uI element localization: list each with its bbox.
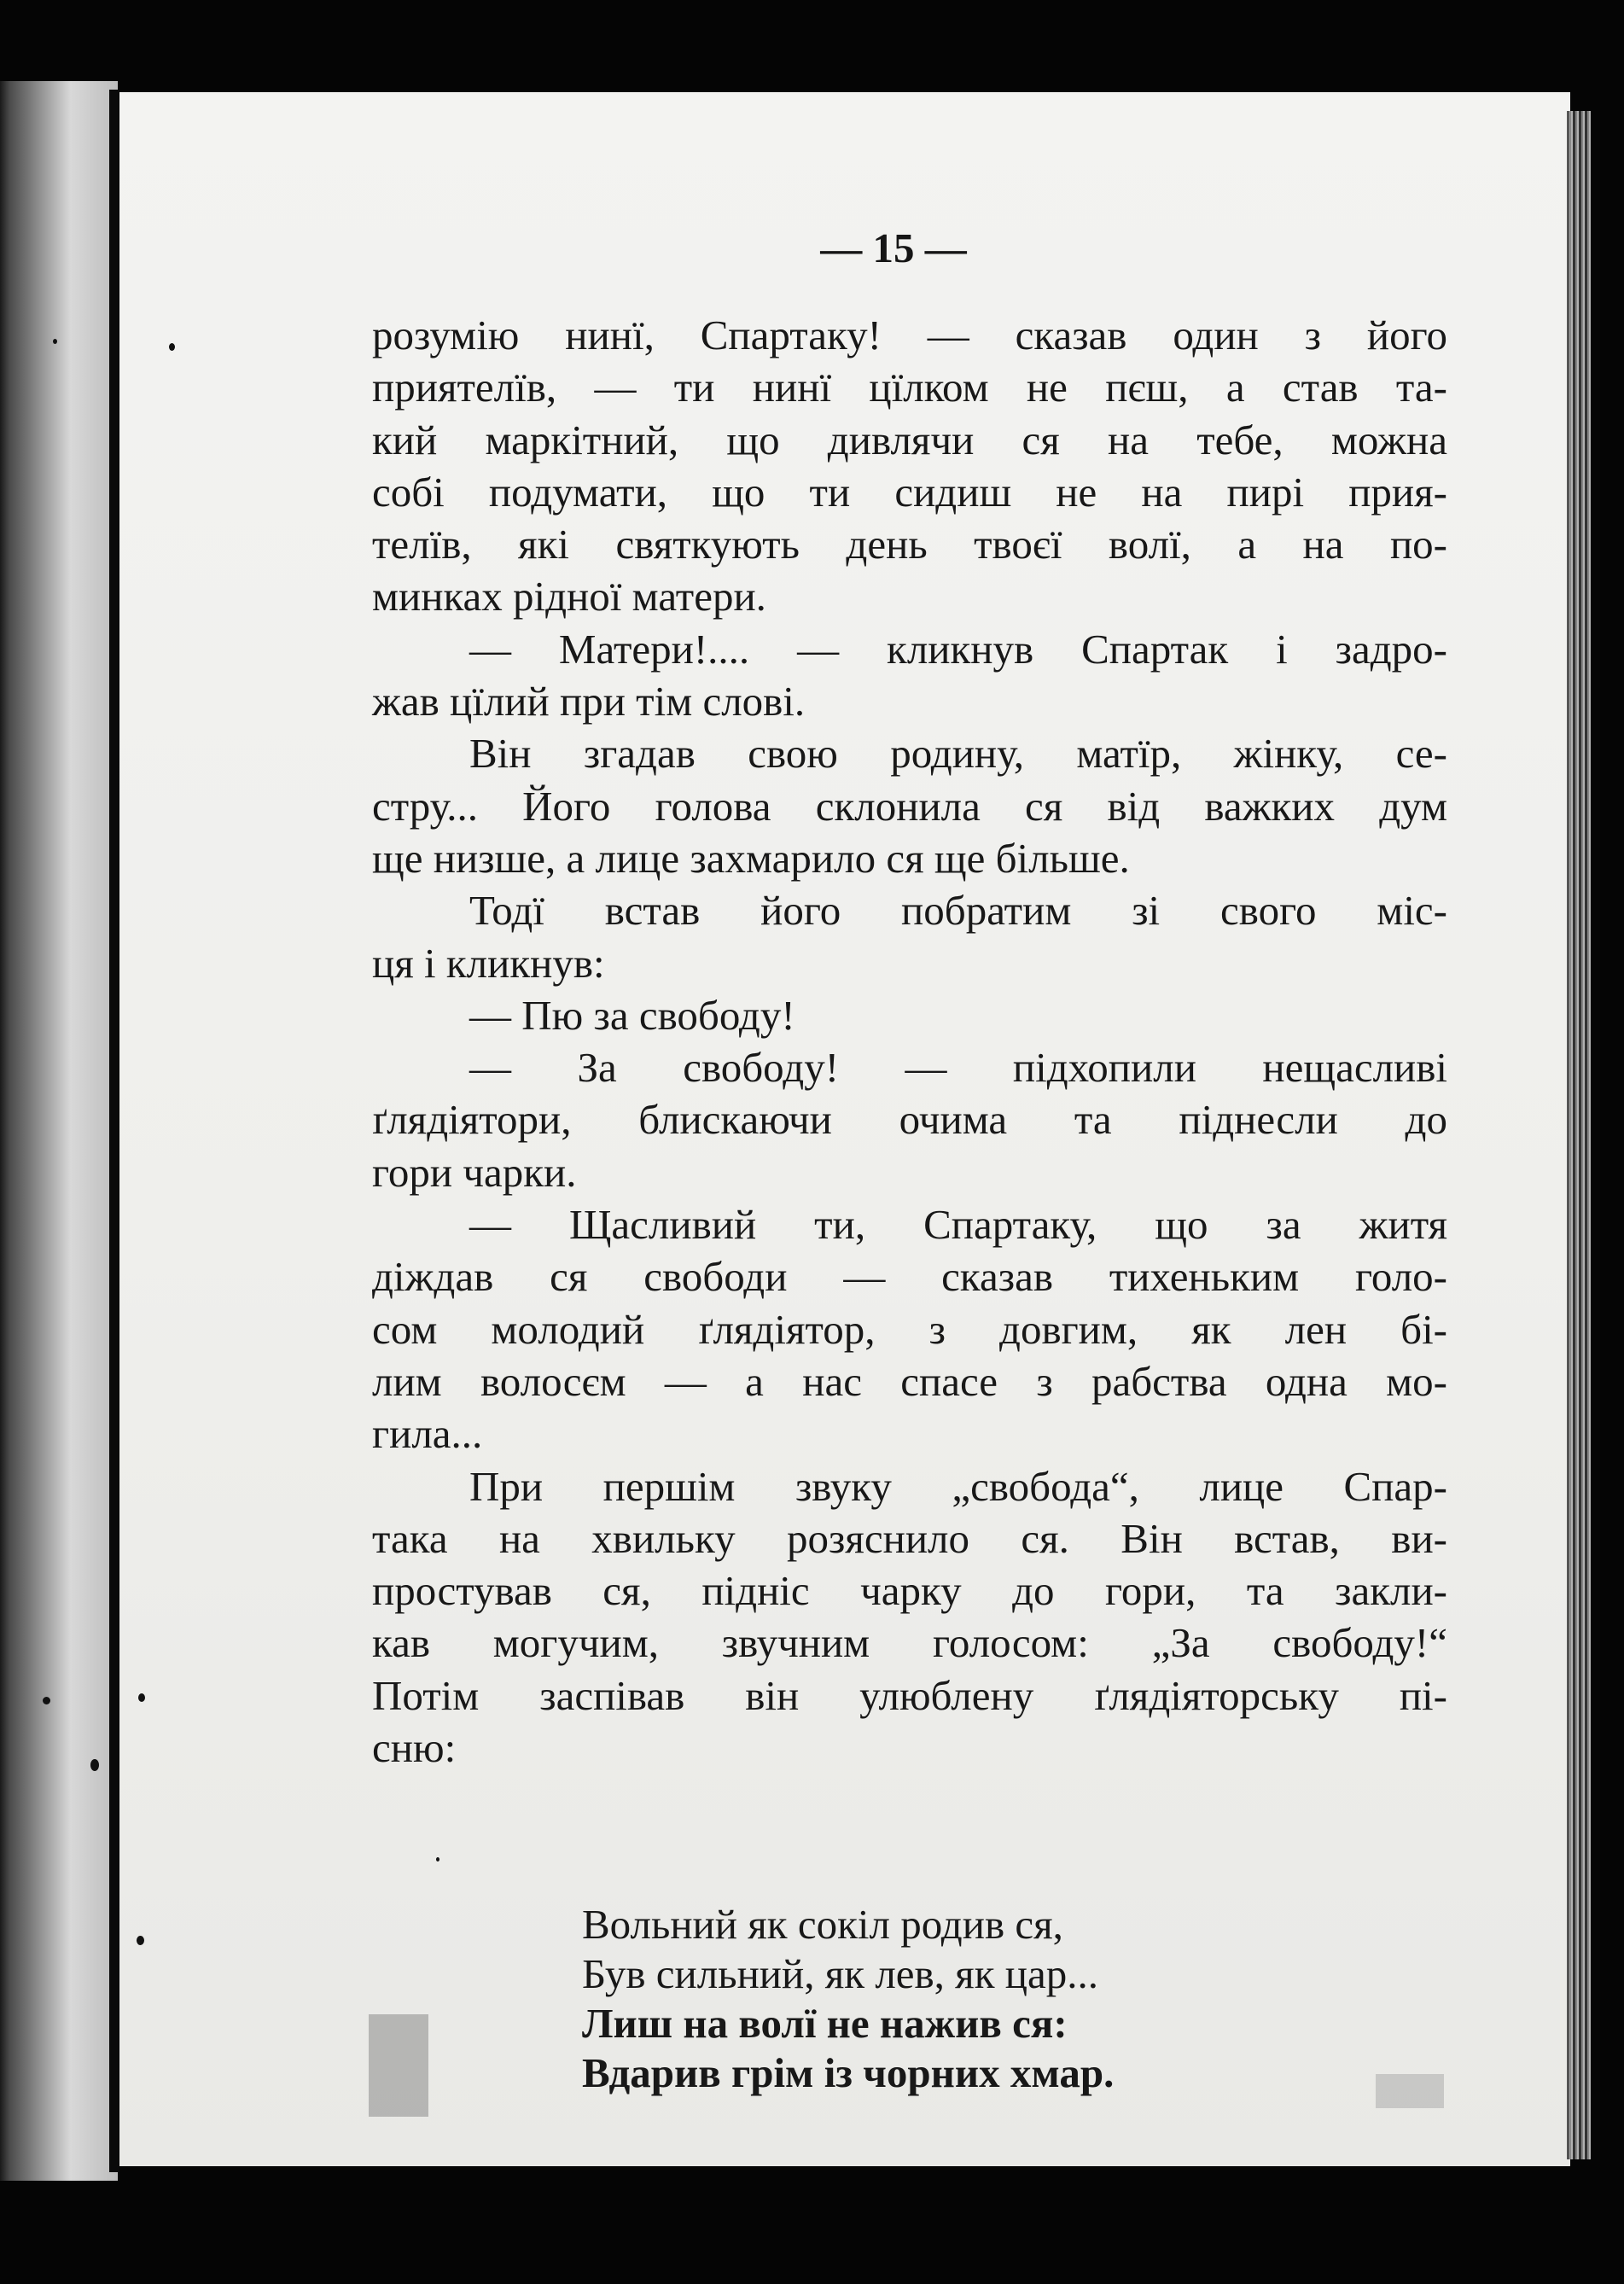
margin-speck (90, 1759, 99, 1771)
margin-smudge (1376, 2074, 1444, 2108)
right-page-edge (1567, 111, 1591, 2159)
poem-line: Був сильний, як лев, як цар... (582, 1950, 1098, 1997)
poem-stanza (582, 1900, 1114, 2098)
text-line: Він згадав свою родину, матїр, жінку, се- (469, 730, 1447, 778)
margin-speck (169, 343, 175, 351)
text-line: стру... Його голова склонила ся від важких дум (372, 782, 1447, 830)
text-line: При першім звуку „свобода“, лице Спар- (469, 1462, 1447, 1510)
text-line: собі подумати, що ти сидиш не на пирі прия- (372, 468, 1447, 516)
text-line: гори чарки. (372, 1148, 577, 1196)
text-line: ще низше, а лице захмарило ся ще більше. (372, 834, 1130, 882)
body-text (372, 309, 1447, 1774)
text-line: розумію нинї, Спартаку! — сказав один з його (372, 312, 1447, 358)
text-line: минках рідної матери. (372, 573, 766, 621)
book-gutter (109, 90, 119, 2172)
text-line: простував ся, підніс чарку до гори, та закли- (372, 1567, 1447, 1615)
margin-speck (43, 1697, 50, 1704)
text-line: сом молодий ґлядіятор, з довгим, як лен бі- (372, 1305, 1447, 1353)
poem-line: Лиш на волї не нажив ся: (582, 2000, 1068, 2047)
text-line: приятелїв, — ти нинї цїлком не пєш, а став та- (372, 364, 1447, 411)
margin-smudge (369, 2014, 428, 2117)
text-line: телїв, які святкують день твоєї волї, а на по- (372, 521, 1447, 568)
text-line: кав могучим, звучним голосом: „За свободу!“ (372, 1619, 1447, 1667)
text-line: Потім заспівав він улюблену ґлядіяторську пі- (372, 1671, 1447, 1719)
margin-speck (436, 1857, 439, 1862)
left-page-edge (0, 81, 118, 2181)
text-line: — Пю за свободу! (469, 991, 795, 1039)
text-line: Тодї встав його побратим зі свого міс- (469, 887, 1447, 935)
text-line: ця і кликнув: (372, 939, 605, 987)
poem-line: Вдарив грім із чорних хмар. (582, 2049, 1115, 2096)
text-line: жав цїлий при тім слові. (372, 678, 806, 725)
text-line: кий маркітний, що дивлячи ся на тебе, можна (372, 416, 1447, 463)
margin-speck (138, 1693, 145, 1702)
poem-line: Вольний як сокіл родив ся, (582, 1901, 1063, 1948)
text-line: ґлядіятори, блискаючи очима та піднесли до (372, 1096, 1447, 1144)
text-line: гила... (372, 1410, 483, 1458)
text-line: лим волосєм — а нас спасе з рабства одна мо- (372, 1357, 1447, 1405)
text-line: така на хвильку розяснило ся. Він встав, ви- (372, 1514, 1447, 1562)
text-line: сню: (372, 1724, 457, 1772)
text-line: — За свободу! — підхопили нещасливі (469, 1044, 1447, 1092)
margin-speck (53, 339, 57, 344)
page-number: — 15 — (820, 224, 967, 271)
text-line: діждав ся свободи — сказав тихеньким голо- (372, 1253, 1447, 1301)
margin-speck (137, 1936, 144, 1945)
text-line: — Матери!.... — кликнув Спартак і задро- (469, 625, 1447, 673)
text-line: — Щасливий ти, Спартаку, що за житя (469, 1201, 1447, 1249)
